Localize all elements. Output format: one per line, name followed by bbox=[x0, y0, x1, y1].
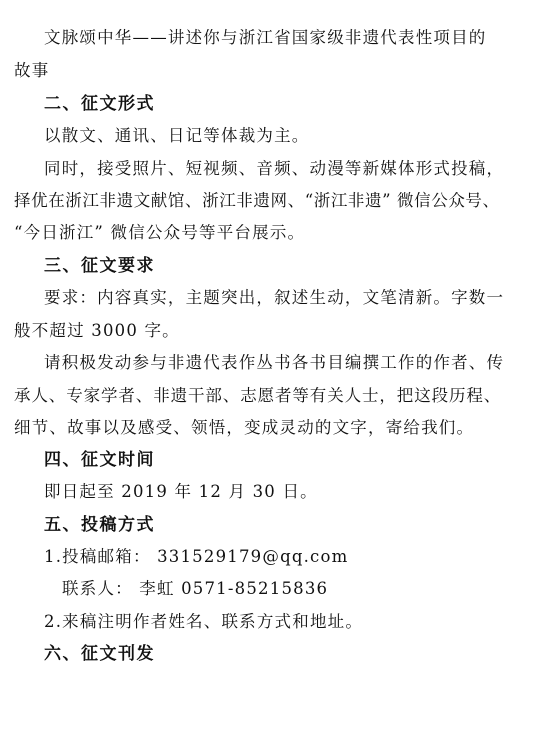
section-heading-publication: 六、征文刊发 bbox=[44, 644, 155, 664]
form-paragraph-1: 以散文、通讯、日记等体裁为主。 bbox=[44, 126, 310, 145]
submission-email-item: 1.投稿邮箱： 331529179@qq.com bbox=[44, 547, 349, 566]
form-paragraph-2-line-1: 同时，接受照片、短视频、音频、动漫等新媒体形式投稿， bbox=[44, 159, 505, 178]
form-paragraph-2-line-3: “今日浙江” 微信公众号等平台展示。 bbox=[14, 223, 306, 242]
intro-line-2: 故事 bbox=[14, 61, 50, 80]
requirements-paragraph-2-line-1: 请积极发动参与非遗代表作丛书各书目编撰工作的作者、传 bbox=[44, 353, 505, 372]
submission-note-item: 2.来稿注明作者姓名、联系方式和地址。 bbox=[44, 612, 364, 631]
requirements-paragraph-1-line-2: 般不超过 3000 字。 bbox=[14, 321, 180, 340]
time-paragraph: 即日起至 2019 年 12 月 30 日。 bbox=[44, 482, 318, 501]
submission-contact: 联系人： 李虹 0571-85215836 bbox=[62, 579, 329, 598]
section-heading-time: 四、征文时间 bbox=[44, 450, 155, 470]
section-heading-submission: 五、投稿方式 bbox=[44, 515, 155, 535]
section-heading-form: 二、征文形式 bbox=[44, 94, 155, 114]
intro-line-1: 文脉颂中华——讲述你与浙江省国家级非遗代表性项目的 bbox=[44, 28, 487, 47]
requirements-paragraph-2-line-2: 承人、专家学者、非遗干部、志愿者等有关人士，把这段历程、 bbox=[14, 386, 502, 405]
section-heading-requirements: 三、征文要求 bbox=[44, 256, 155, 276]
form-paragraph-2-line-2: 择优在浙江非遗文献馆、浙江非遗网、“浙江非遗” 微信公众号、 bbox=[14, 191, 500, 210]
requirements-paragraph-2-line-3: 细节、故事以及感受、领悟，变成灵动的文字，寄给我们。 bbox=[14, 418, 475, 437]
requirements-paragraph-1-line-1: 要求：内容真实，主题突出，叙述生动，文笔清新。字数一 bbox=[44, 288, 505, 307]
